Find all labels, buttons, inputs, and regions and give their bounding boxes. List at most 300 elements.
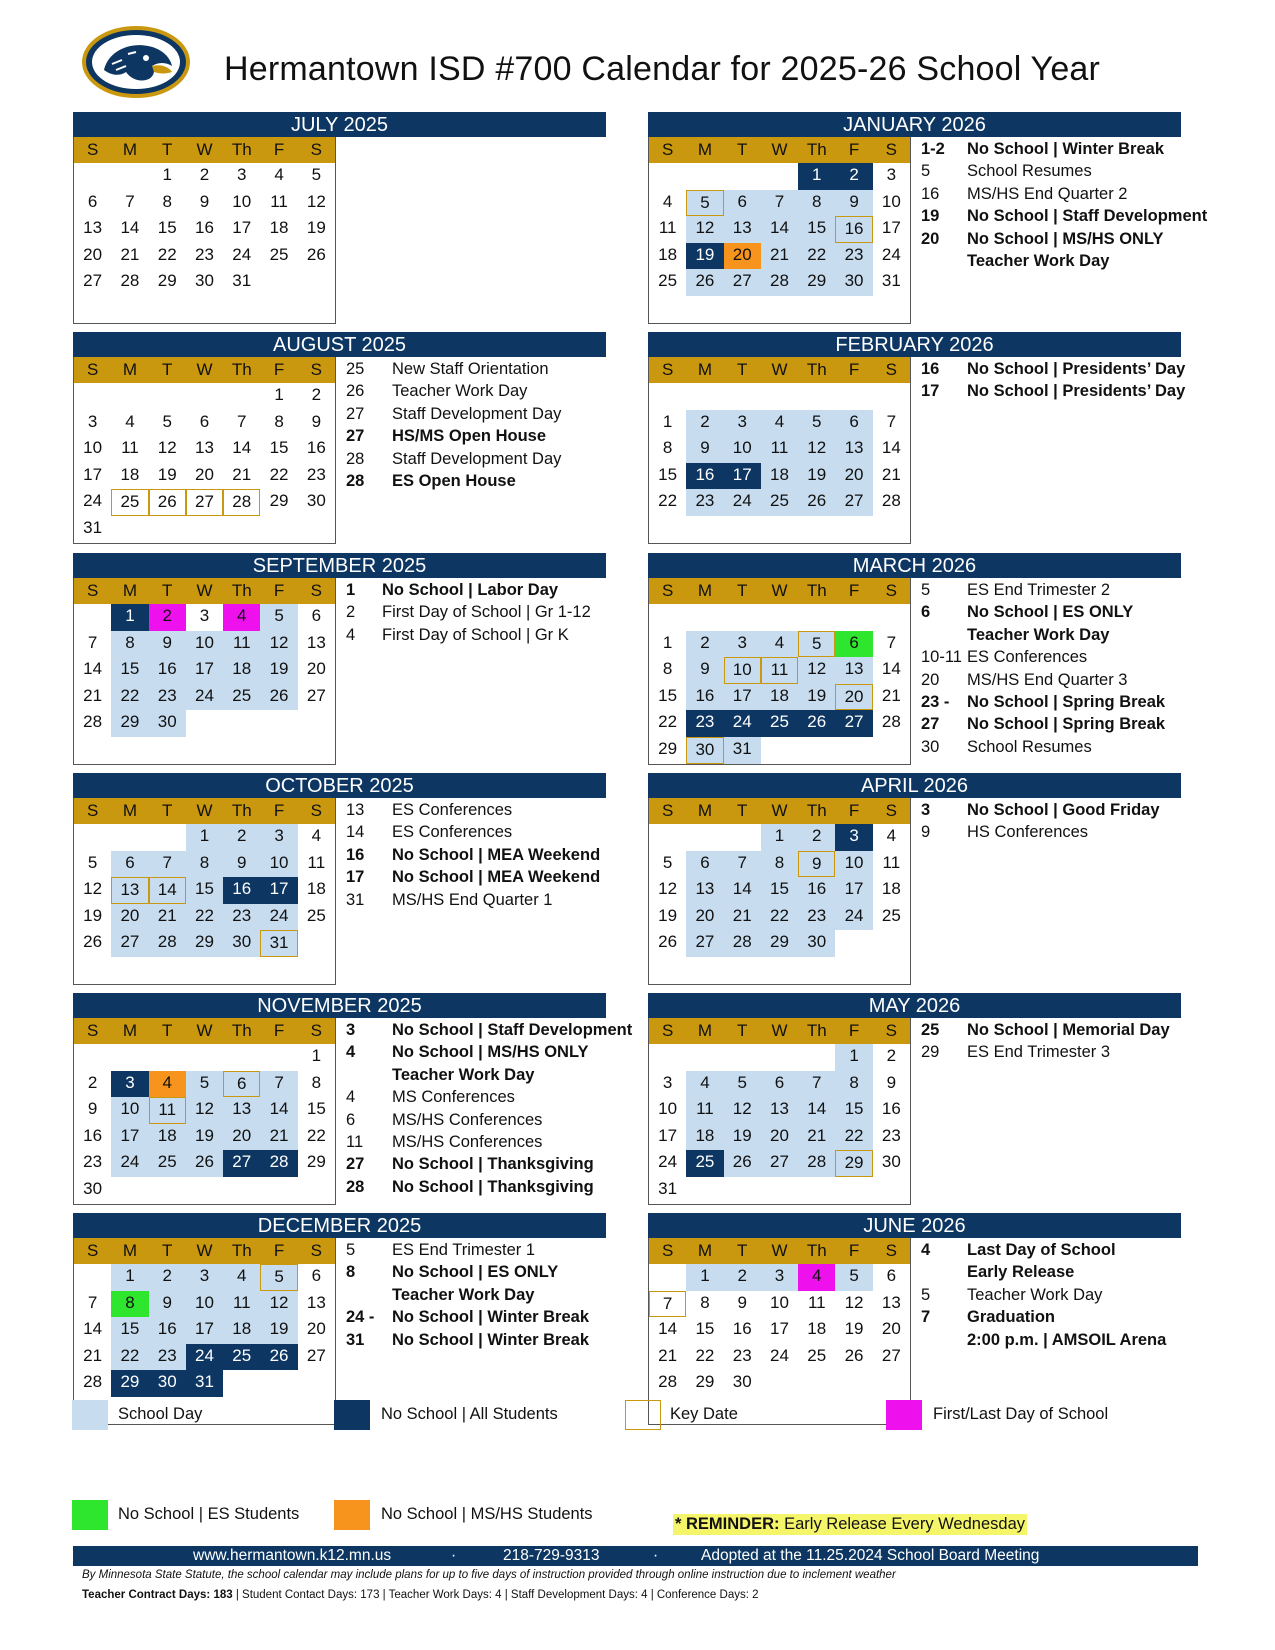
day-cell: 14 bbox=[798, 1097, 835, 1124]
weekday-label: S bbox=[86, 801, 99, 820]
day-cell: 18 bbox=[306, 879, 326, 899]
event-item bbox=[346, 624, 591, 646]
week-row bbox=[649, 269, 910, 296]
empty-cell bbox=[298, 710, 335, 737]
day-cell: 17 bbox=[260, 877, 297, 904]
day-cell: 6 bbox=[199, 411, 210, 431]
empty-cell bbox=[835, 1397, 872, 1424]
weekday-label: S bbox=[661, 1241, 674, 1260]
week-row bbox=[649, 463, 910, 490]
day-cell: 4 bbox=[686, 1071, 723, 1098]
event-text: No School | Staff Development bbox=[392, 1021, 633, 1039]
day-cell: 14 bbox=[232, 438, 252, 458]
weekday-label: M bbox=[122, 581, 137, 600]
event-item bbox=[921, 380, 1185, 402]
event-text: ES Open House bbox=[392, 472, 516, 491]
day-cell: 9 bbox=[311, 411, 322, 431]
day-cell: 10 bbox=[724, 657, 761, 684]
day-cell: 30 bbox=[306, 491, 326, 511]
weekday-header bbox=[74, 137, 335, 163]
day-cell: 24 bbox=[658, 1152, 678, 1172]
weekday-header bbox=[74, 1018, 335, 1044]
day-cell: 4 bbox=[761, 410, 798, 437]
event-text: No School | Spring Break bbox=[967, 693, 1166, 712]
week-row bbox=[74, 710, 335, 737]
day-cell: 1 bbox=[835, 1044, 872, 1071]
empty-cell bbox=[298, 930, 335, 957]
day-cell: 13 bbox=[306, 1292, 326, 1312]
event-date: 17 bbox=[921, 382, 940, 401]
event-text: Last Day of School bbox=[967, 1241, 1116, 1259]
day-cell: 26 bbox=[149, 489, 186, 516]
event-text: Graduation bbox=[967, 1308, 1056, 1327]
day-cell: 8 bbox=[111, 631, 148, 658]
day-cell: 17 bbox=[724, 463, 761, 490]
weekday-label: T bbox=[162, 1021, 173, 1040]
week-row bbox=[74, 190, 335, 217]
event-item bbox=[921, 1041, 1170, 1063]
event-text: Teacher Work Day bbox=[967, 252, 1110, 271]
day-cell: 19 bbox=[798, 684, 835, 711]
empty-cell bbox=[873, 1177, 910, 1204]
week-row bbox=[74, 904, 335, 931]
weekday-label: W bbox=[771, 801, 788, 820]
day-cell: 26 bbox=[798, 489, 835, 516]
event-text: No School | MS/HS ONLY bbox=[392, 1043, 589, 1062]
weekday-label: T bbox=[162, 1241, 173, 1260]
month-events bbox=[346, 579, 591, 646]
event-text: No School | Thanksgiving bbox=[392, 1155, 594, 1174]
empty-cell bbox=[798, 1397, 835, 1424]
day-cell: 10 bbox=[724, 436, 761, 463]
month-grid bbox=[73, 357, 336, 544]
day-cell: 19 bbox=[260, 1317, 297, 1344]
day-cell: 17 bbox=[186, 1317, 223, 1344]
day-cell: 2 bbox=[724, 1264, 761, 1291]
day-cell: 23 bbox=[223, 904, 260, 931]
empty-cell bbox=[686, 1044, 723, 1071]
month-august-2025 bbox=[73, 332, 606, 537]
empty-cell bbox=[298, 269, 335, 296]
weekday-label: W bbox=[196, 801, 213, 820]
day-cell: 22 bbox=[761, 904, 798, 931]
weekday-label: S bbox=[310, 801, 322, 820]
day-cell: 31 bbox=[658, 1178, 678, 1198]
empty-cell bbox=[761, 1044, 798, 1071]
month-june-2026 bbox=[648, 1213, 1181, 1392]
day-cell: 16 bbox=[686, 463, 723, 490]
day-cell: 5 bbox=[662, 852, 673, 872]
empty-cell bbox=[835, 930, 872, 957]
week-row bbox=[649, 1317, 910, 1344]
weekday-label: Th bbox=[231, 581, 252, 600]
day-cell: 16 bbox=[83, 1125, 103, 1145]
week-row bbox=[74, 383, 335, 410]
day-cell: 19 bbox=[157, 464, 177, 484]
day-cell: 9 bbox=[686, 657, 723, 684]
reminder-text: Early Release Every Wednesday bbox=[779, 1515, 1025, 1533]
weekday-label: S bbox=[661, 1021, 674, 1040]
weekday-label: Th bbox=[231, 140, 252, 159]
day-cell: 20 bbox=[195, 464, 214, 484]
weekday-header bbox=[649, 357, 910, 383]
day-cell: 29 bbox=[157, 271, 177, 291]
day-cell: 16 bbox=[223, 877, 260, 904]
day-cell: 30 bbox=[798, 930, 835, 957]
day-cell: 9 bbox=[149, 631, 186, 658]
empty-cell bbox=[223, 710, 260, 737]
day-cell: 20 bbox=[111, 904, 148, 931]
day-cell: 9 bbox=[87, 1099, 98, 1119]
day-cell: 30 bbox=[149, 1370, 186, 1397]
event-item bbox=[346, 1109, 632, 1131]
week-row bbox=[649, 737, 910, 764]
empty-cell bbox=[223, 737, 260, 764]
empty-cell bbox=[798, 296, 835, 323]
week-row bbox=[74, 851, 335, 878]
weekday-label: Th bbox=[231, 360, 252, 379]
day-cell: 12 bbox=[798, 436, 835, 463]
event-item bbox=[921, 138, 1207, 160]
week-row bbox=[649, 516, 910, 543]
weekday-label: S bbox=[885, 1241, 897, 1260]
empty-cell bbox=[761, 737, 798, 764]
empty-cell bbox=[798, 383, 835, 410]
day-cell: 9 bbox=[149, 1291, 186, 1318]
day-cell: 21 bbox=[724, 904, 761, 931]
day-cell: 11 bbox=[270, 191, 288, 211]
week-row bbox=[649, 824, 910, 851]
weekday-header bbox=[74, 357, 335, 383]
day-cell: 21 bbox=[149, 904, 186, 931]
event-text: ES End Trimester 2 bbox=[967, 581, 1111, 599]
day-cell: 14 bbox=[658, 1319, 678, 1339]
day-cell: 3 bbox=[724, 631, 761, 658]
event-item bbox=[921, 1239, 1166, 1261]
empty-cell bbox=[186, 737, 223, 764]
empty-cell bbox=[686, 163, 723, 190]
month-header: DECEMBER 2025 bbox=[73, 1213, 606, 1238]
day-cell: 11 bbox=[761, 657, 798, 684]
event-text: Teacher Work Day bbox=[967, 625, 1110, 644]
day-cell: 5 bbox=[260, 604, 297, 631]
day-cell: 8 bbox=[662, 438, 673, 458]
event-text: Staff Development Day bbox=[392, 404, 562, 423]
event-item bbox=[346, 448, 561, 470]
week-row bbox=[74, 737, 335, 764]
empty-cell bbox=[649, 824, 686, 851]
day-cell: 8 bbox=[835, 1071, 872, 1098]
event-item bbox=[346, 844, 600, 866]
event-date: 9 bbox=[921, 823, 931, 842]
weekday-header bbox=[649, 1238, 910, 1264]
event-text: School Resumes bbox=[967, 737, 1092, 756]
weekday-label: S bbox=[885, 1021, 897, 1040]
day-cell: 29 bbox=[306, 1152, 326, 1172]
day-cell: 7 bbox=[798, 1071, 835, 1098]
weekday-label: T bbox=[737, 1241, 748, 1260]
empty-cell bbox=[298, 516, 335, 543]
week-row bbox=[74, 1317, 335, 1344]
day-cell: 24 bbox=[260, 904, 297, 931]
day-cell: 6 bbox=[311, 606, 322, 625]
day-cell: 22 bbox=[835, 1124, 872, 1151]
day-cell: 18 bbox=[149, 1124, 186, 1151]
event-text: No School | Winter Break bbox=[392, 1330, 590, 1349]
day-cell: 10 bbox=[186, 1291, 223, 1318]
legend-first-last-swatch bbox=[886, 1400, 922, 1430]
day-cell: 17 bbox=[186, 657, 223, 684]
day-cell: 17 bbox=[881, 218, 901, 238]
day-cell: 12 bbox=[844, 1292, 864, 1312]
week-row bbox=[74, 1397, 335, 1424]
week-row bbox=[74, 1370, 335, 1397]
day-cell: 16 bbox=[686, 684, 723, 711]
day-cell: 12 bbox=[306, 191, 326, 211]
empty-cell bbox=[761, 1177, 798, 1204]
empty-cell bbox=[686, 604, 723, 631]
day-cell: 7 bbox=[761, 190, 798, 217]
day-cell: 2 bbox=[886, 1046, 897, 1065]
week-row bbox=[74, 1097, 335, 1124]
day-cell: 2 bbox=[149, 604, 186, 631]
event-date: 7 bbox=[921, 1308, 931, 1327]
event-item bbox=[346, 1239, 589, 1261]
event-date: 13 bbox=[346, 801, 365, 819]
day-cell: 23 bbox=[732, 1345, 752, 1365]
empty-cell bbox=[649, 957, 686, 984]
day-cell: 31 bbox=[232, 271, 252, 291]
day-cell: 10 bbox=[835, 851, 872, 878]
day-cell: 13 bbox=[835, 657, 872, 684]
week-row bbox=[649, 851, 910, 878]
empty-cell bbox=[260, 296, 297, 323]
week-row bbox=[74, 1177, 335, 1204]
event-date bbox=[921, 624, 967, 646]
event-text: Teacher Work Day bbox=[392, 382, 528, 401]
day-cell: 6 bbox=[886, 1266, 897, 1285]
day-cell: 21 bbox=[83, 685, 103, 705]
day-cell: 5 bbox=[260, 1264, 297, 1291]
day-cell: 23 bbox=[195, 244, 214, 264]
weekday-label: F bbox=[848, 801, 860, 820]
event-date: 5 bbox=[921, 581, 931, 599]
event-item bbox=[346, 470, 561, 492]
day-cell: 10 bbox=[260, 851, 297, 878]
event-text: No School | MS/HS ONLY bbox=[967, 229, 1164, 248]
day-cell: 5 bbox=[162, 411, 172, 431]
week-row bbox=[74, 410, 335, 437]
day-cell: 27 bbox=[306, 1345, 326, 1365]
empty-cell bbox=[149, 824, 186, 851]
day-cell: 15 bbox=[658, 464, 678, 484]
empty-cell bbox=[835, 1177, 872, 1204]
weekday-label: M bbox=[697, 1021, 712, 1040]
day-cell: 25 bbox=[149, 1150, 186, 1177]
week-row bbox=[649, 1044, 910, 1071]
day-cell: 28 bbox=[881, 712, 901, 732]
footer-website[interactable]: www.hermantown.k12.mn.us bbox=[193, 1547, 392, 1564]
day-cell: 18 bbox=[658, 244, 678, 264]
weekday-label: W bbox=[771, 360, 788, 379]
event-date: 24 - bbox=[346, 1308, 375, 1327]
week-row bbox=[74, 1071, 335, 1098]
event-date: 29 bbox=[921, 1043, 940, 1062]
event-date: 30 bbox=[921, 737, 940, 756]
day-cell: 28 bbox=[881, 491, 901, 511]
empty-cell bbox=[298, 1397, 335, 1424]
event-item bbox=[921, 1284, 1166, 1306]
day-cell: 11 bbox=[686, 1097, 723, 1124]
event-item bbox=[346, 1153, 632, 1175]
empty-cell bbox=[649, 163, 686, 190]
event-item bbox=[921, 205, 1207, 227]
day-cell: 27 bbox=[83, 271, 103, 291]
day-cell: 15 bbox=[835, 1097, 872, 1124]
week-row bbox=[649, 1150, 910, 1177]
day-cell: 15 bbox=[306, 1099, 326, 1119]
day-cell: 19 bbox=[260, 657, 297, 684]
weekday-label: Th bbox=[231, 1241, 252, 1260]
month-header: NOVEMBER 2025 bbox=[73, 993, 606, 1018]
day-cell: 18 bbox=[223, 1317, 260, 1344]
day-cell: 23 bbox=[798, 904, 835, 931]
week-row bbox=[74, 436, 335, 463]
day-cell: 8 bbox=[761, 851, 798, 878]
day-cell: 14 bbox=[149, 877, 186, 904]
empty-cell bbox=[686, 824, 723, 851]
weekday-label: Th bbox=[806, 1021, 827, 1040]
day-cell: 26 bbox=[724, 1150, 761, 1177]
day-cell: 27 bbox=[835, 710, 872, 737]
day-cell: 12 bbox=[83, 879, 103, 899]
weekday-label: M bbox=[122, 801, 137, 820]
weekday-label: Th bbox=[806, 581, 827, 600]
day-cell: 17 bbox=[232, 218, 252, 238]
day-cell: 6 bbox=[311, 1266, 322, 1285]
day-cell: 17 bbox=[658, 1125, 678, 1145]
weekday-label: M bbox=[697, 140, 712, 159]
event-item bbox=[921, 1019, 1170, 1041]
empty-cell bbox=[74, 163, 111, 190]
day-cell: 22 bbox=[157, 244, 177, 264]
event-date: 5 bbox=[921, 162, 931, 181]
day-cell: 2 bbox=[87, 1072, 98, 1092]
month-grid bbox=[73, 1018, 336, 1205]
empty-cell bbox=[761, 516, 798, 543]
day-cell: 17 bbox=[835, 877, 872, 904]
empty-cell bbox=[111, 737, 148, 764]
day-cell: 6 bbox=[223, 1071, 260, 1098]
event-text: ES Conferences bbox=[967, 648, 1088, 667]
day-cell: 4 bbox=[886, 826, 897, 845]
empty-cell bbox=[761, 1397, 798, 1424]
day-cell: 22 bbox=[798, 243, 835, 270]
empty-cell bbox=[724, 957, 761, 984]
month-events bbox=[346, 799, 600, 911]
week-row bbox=[74, 163, 335, 190]
empty-cell bbox=[649, 604, 686, 631]
month-april-2026 bbox=[648, 773, 1181, 952]
day-cell: 4 bbox=[798, 1264, 835, 1291]
day-cell: 28 bbox=[120, 271, 140, 291]
empty-cell bbox=[761, 163, 798, 190]
month-grid bbox=[648, 137, 911, 324]
weekday-label: F bbox=[273, 801, 285, 820]
event-text: ES Conferences bbox=[392, 801, 513, 819]
event-item bbox=[346, 821, 600, 843]
event-date: 1-2 bbox=[921, 140, 945, 158]
day-cell: 18 bbox=[120, 464, 140, 484]
weekday-header bbox=[649, 1018, 910, 1044]
day-cell: 6 bbox=[835, 410, 872, 437]
day-cell: 5 bbox=[835, 1264, 872, 1291]
day-cell: 16 bbox=[149, 657, 186, 684]
event-text: No School | Presidents’ Day bbox=[967, 360, 1186, 378]
day-cell: 22 bbox=[269, 464, 289, 484]
day-cell: 20 bbox=[835, 684, 872, 711]
day-cell: 13 bbox=[195, 438, 214, 458]
day-cell: 3 bbox=[87, 411, 98, 431]
day-cell: 16 bbox=[798, 877, 835, 904]
day-cell: 13 bbox=[111, 877, 148, 904]
day-cell: 16 bbox=[149, 1317, 186, 1344]
event-text: No School | Good Friday bbox=[967, 801, 1160, 819]
day-cell: 19 bbox=[186, 1124, 223, 1151]
week-row bbox=[649, 1344, 910, 1371]
weekday-label: Th bbox=[806, 1241, 827, 1260]
day-cell: 13 bbox=[223, 1097, 260, 1124]
month-events bbox=[346, 1019, 632, 1198]
week-row bbox=[649, 657, 910, 684]
day-cell: 24 bbox=[724, 489, 761, 516]
empty-cell bbox=[798, 1044, 835, 1071]
day-cell: 30 bbox=[881, 1152, 901, 1172]
day-cell: 27 bbox=[686, 930, 723, 957]
event-date: 4 bbox=[921, 1241, 931, 1259]
day-cell: 11 bbox=[121, 438, 139, 458]
empty-cell bbox=[111, 516, 148, 543]
event-item bbox=[346, 1041, 632, 1063]
day-cell: 26 bbox=[686, 269, 723, 296]
day-cell: 29 bbox=[186, 930, 223, 957]
month-events bbox=[921, 1239, 1166, 1351]
day-cell: 7 bbox=[886, 411, 897, 431]
empty-cell bbox=[798, 737, 835, 764]
weekday-label: S bbox=[885, 581, 897, 600]
weekday-label: M bbox=[122, 360, 137, 379]
week-row bbox=[649, 436, 910, 463]
day-cell: 15 bbox=[186, 877, 223, 904]
legend-key-date-swatch bbox=[625, 1400, 661, 1430]
empty-cell bbox=[149, 1177, 186, 1204]
week-row bbox=[74, 269, 335, 296]
empty-cell bbox=[74, 383, 111, 410]
day-cell: 3 bbox=[199, 606, 210, 625]
empty-cell bbox=[186, 1177, 223, 1204]
event-date: 16 bbox=[921, 360, 940, 378]
day-cell: 17 bbox=[111, 1124, 148, 1151]
weekday-label: F bbox=[273, 1241, 285, 1260]
event-date: 16 bbox=[921, 184, 940, 203]
day-cell: 5 bbox=[87, 852, 98, 872]
empty-cell bbox=[873, 383, 910, 410]
day-cell: 22 bbox=[306, 1125, 326, 1145]
weekday-label: W bbox=[771, 140, 788, 159]
day-cell: 30 bbox=[83, 1178, 103, 1198]
empty-cell bbox=[111, 1044, 148, 1071]
event-date: 1 bbox=[346, 581, 356, 599]
